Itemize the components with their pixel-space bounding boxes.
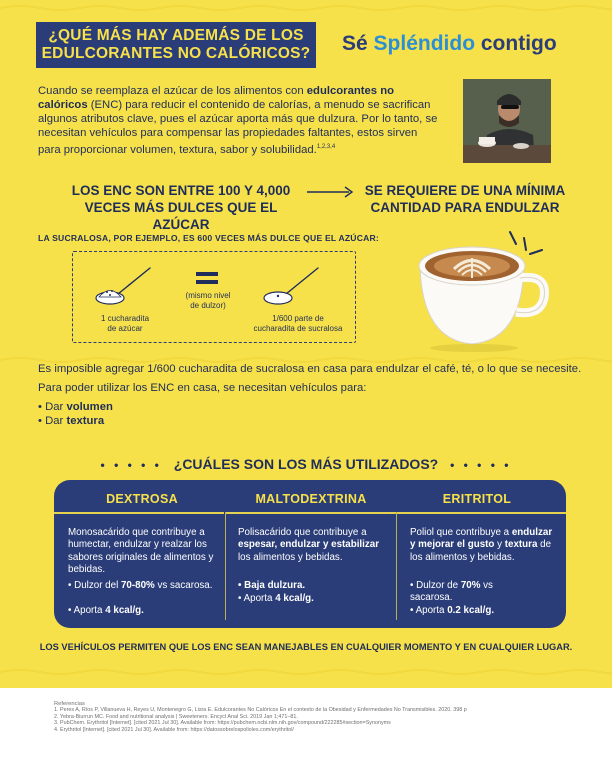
- eritritol-sweetness: [410, 580, 530, 605]
- coffee-cup-illustration: [412, 224, 562, 354]
- wave-decoration: [0, 668, 612, 676]
- dots-right: • • • • •: [450, 458, 512, 472]
- intro-citation: 1,2,3,4: [316, 144, 336, 150]
- intro-text-2: (ENC) para reducir el contenido de calorías, a menudo se sacrifican algunos atributos clave, pues el azúcar aporta más que dulzura. Por lo tanto, se necesitan vehículos para compensar las propiedades faltantes, estos sirven para proporcionar volumen, textura, sabor y solubilidad.: [38, 99, 438, 156]
- brand-word-2: Spléndido: [373, 32, 476, 55]
- text-segment: • Dulzor de: [410, 580, 461, 591]
- sugar-spoon-icon: [94, 264, 156, 306]
- text-segment: • Aporta: [68, 605, 106, 616]
- eritritol-description: [410, 527, 560, 564]
- title-line-1: ¿QUÉ MÁS HAY ADEMÁS DE LOS: [48, 27, 304, 44]
- column-title-maltodextrina: MALTODEXTRINA: [255, 492, 367, 506]
- list-item-volume: [38, 400, 113, 414]
- wave-decoration: [0, 4, 612, 12]
- closing-statement: LOS VEHÍCULOS PERMITEN QUE LOS ENC SEAN MANEJABLES EN CUALQUIER MOMENTO Y EN CUALQUIER LUGAR.: [39, 642, 573, 652]
- column-title-eritritol: ERITRITOL: [442, 492, 512, 506]
- sucralose-spoon-caption: [248, 314, 348, 333]
- sucralose-heading: LA SUCRALOSA, POR EJEMPLO, ES 600 VECES MÁS DULCE QUE EL AZÚCAR:: [38, 233, 379, 243]
- column-title-dextrosa: DEXTROSA: [106, 492, 178, 506]
- text-segment: Poliol que contribuye a: [410, 527, 512, 538]
- text-bold: 4 kcal/g.: [275, 593, 314, 604]
- same-caption-line-1: (mismo nivel: [185, 291, 231, 300]
- brand-logo: [342, 32, 557, 56]
- text-bold: espesar, endulzar y estabilizar: [238, 539, 380, 551]
- text-bold: 70-80%: [120, 580, 155, 591]
- dextrosa-calories: [68, 605, 218, 617]
- text-segment: • Aporta: [238, 593, 276, 604]
- dots-left: • • • • •: [100, 458, 162, 472]
- text-segment: vs sacarosa.: [154, 580, 213, 591]
- section-heading-text: ¿CUÁLES SON LOS MÁS UTILIZADOS?: [173, 456, 439, 472]
- enc-statement-line-2: VECES MÁS DULCES QUE EL AZÚCAR: [84, 200, 278, 232]
- sugar-caption-line-1: 1 cucharadita: [100, 314, 150, 323]
- intro-bold: edulcorantes no calóricos: [38, 85, 395, 111]
- column-rule: [54, 512, 224, 514]
- maltodextrina-calories: [238, 593, 388, 605]
- text-segment: • Aporta: [410, 605, 448, 616]
- list-item-texture: [38, 414, 104, 428]
- title-line-2: EDULCORANTES NO CALÓRICOS?: [41, 45, 311, 62]
- arrow-right-icon: [305, 185, 355, 199]
- column-rule: [226, 512, 396, 514]
- sucralose-caption-line-1: 1/600 parte de: [272, 314, 324, 323]
- reference-item: 1. Peres A, Ríos P, Villanueva H, Reyes U, Montenegro G, Lisra E. Edulcorantes No Calóricos En el contexto de la Obesidad y Enfermedades No Transmisibles. 2020. 398 p: [54, 707, 467, 714]
- reference-item: 3. PubChem. Erythritol [Internet]. [cited 2021 Jul 30]. Available from: https://pubchem.ncbi.nlm.nih.gov/compound/222285#section=Synonyms: [54, 720, 391, 727]
- page-title: [36, 22, 316, 68]
- text-segment: Polisacárido que contribuye a: [238, 527, 367, 538]
- sucralose-caption-line-2: cucharadita de sucralosa: [253, 323, 343, 333]
- text-bold: 4 kcal/g.: [105, 605, 144, 616]
- eritritol-calories: [410, 605, 560, 617]
- same-caption-line-2: de dulzor): [190, 300, 226, 310]
- intro-text-1: Cuando se reemplaza el azúcar de los alimentos con: [38, 85, 307, 97]
- min-statement-line-2: CANTIDAD PARA ENDULZAR: [370, 200, 560, 215]
- vehicles-intro: Para poder utilizar los ENC en casa, se necesitan vehículos para:: [38, 382, 367, 394]
- impossible-statement: Es imposible agregar 1/600 cucharadita de sucralosa en casa para endulzar el café, té, o lo que se necesite.: [38, 363, 582, 375]
- min-statement-line-1: SE REQUIERE DE UNA MÍNIMA: [364, 183, 566, 198]
- section-heading: [0, 456, 612, 472]
- man-with-coffee-photo: [463, 79, 551, 163]
- column-divider: [225, 512, 226, 620]
- sugar-spoon-caption: [90, 314, 160, 333]
- references: [54, 701, 574, 733]
- text-segment: de los alimentos y bebidas.: [410, 539, 552, 563]
- enc-sweetness-statement: [58, 182, 304, 233]
- vehicles-panel: [54, 480, 566, 628]
- text-bold: 70%: [460, 580, 481, 591]
- same-sweetness-caption: [178, 291, 238, 310]
- sugar-caption-line-2: de azúcar: [107, 323, 143, 333]
- dextrosa-description: Monosacárido que contribuye a humectar, endulzar y realzar los sabores originales de alimentos y bebidas.: [68, 527, 214, 576]
- equals-icon: [196, 270, 218, 286]
- bullet-prefix: • Dar: [38, 415, 67, 427]
- brand-word-3: contigo: [480, 32, 557, 55]
- minimum-quantity-statement: [355, 182, 575, 216]
- maltodextrina-sweetness: [238, 580, 388, 592]
- text-segment: vs sacarosa.: [410, 580, 493, 604]
- text-bold: • Baja dulzura.: [238, 580, 306, 591]
- column-rule: [397, 512, 566, 514]
- text-bold: textura: [504, 539, 538, 551]
- text-segment: • Dulzor del: [68, 580, 121, 591]
- bullet-bold: volumen: [66, 401, 113, 413]
- maltodextrina-description: [238, 527, 388, 564]
- bullet-bold: textura: [66, 415, 105, 427]
- intro-paragraph: [38, 84, 438, 157]
- enc-statement-line-1: LOS ENC SON ENTRE 100 Y 4,000: [71, 183, 291, 198]
- sucralose-spoon-icon: [262, 264, 324, 306]
- reference-item: 4. Erythritol [Internet]. [cited 2021 Jul 30]. Available from: https://datossobrelospolioles.com/erythritol/: [54, 726, 294, 733]
- brand-word-1: Sé: [342, 32, 368, 55]
- bullet-prefix: • Dar: [38, 401, 67, 413]
- column-divider: [396, 512, 397, 620]
- text-bold: endulzar y mejorar el gusto: [410, 527, 553, 551]
- text-segment: y: [494, 539, 505, 551]
- text-bold: 0.2 kcal/g.: [447, 605, 495, 616]
- text-segment: los alimentos y bebidas.: [238, 551, 343, 563]
- dextrosa-sweetness: [68, 580, 218, 592]
- sweetness-comparison: [0, 182, 612, 232]
- reference-item: 2. Yebra-Biurrun MC. Food and nutritional analysis | Sweeteners. Encycl Anal Sci. 2019 Jan 1;471–81.: [54, 713, 298, 720]
- references-title: Referencias: [54, 701, 85, 707]
